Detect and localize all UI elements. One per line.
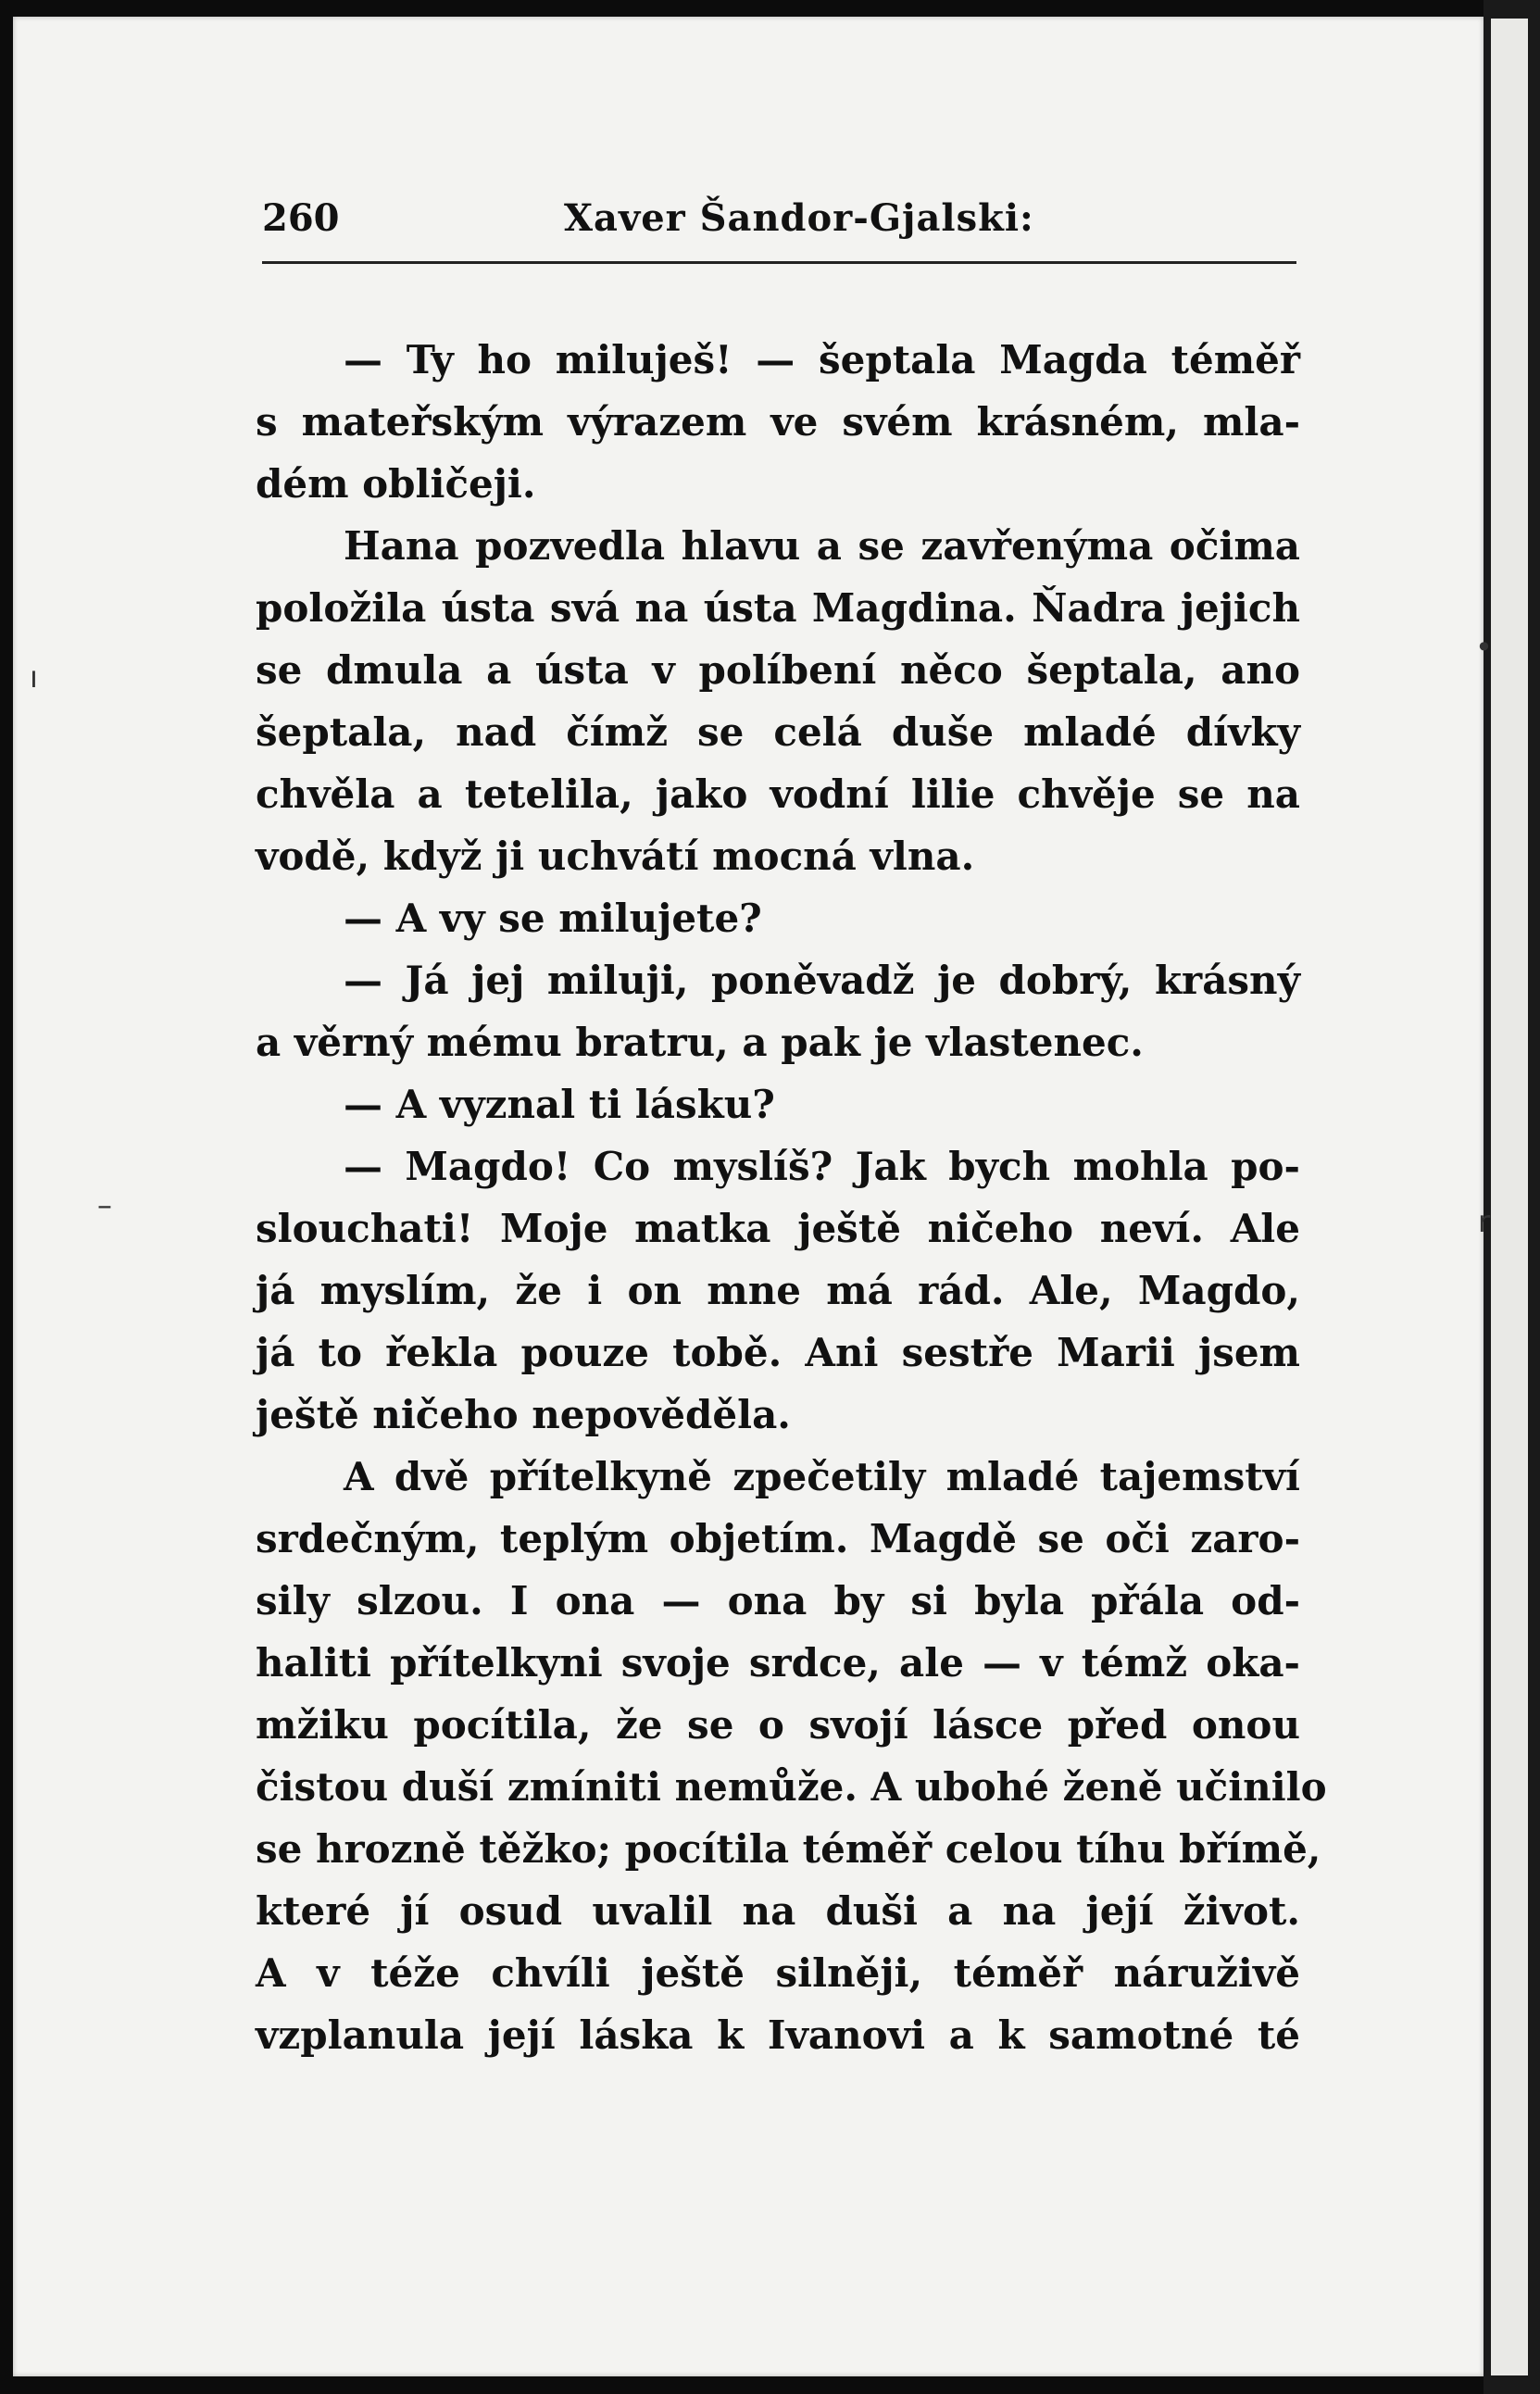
page-number: 260 [262,196,340,240]
text-line: haliti přítelkyni svoje srdce, ale — v témž oka- [256,1640,1300,1686]
text-line: a věrný mému bratru, a pak je vlastenec. [256,1020,1144,1065]
text-line: — A vy se milujete? [344,896,762,941]
adjacent-page-edge [1484,0,1540,2394]
text-line: s mateřským výrazem ve svém krásném, mla- [256,399,1300,445]
text-line: se hrozně těžko; pocítila téměř celou tíhu břímě, [256,1826,1321,1872]
text-line: Hana pozvedla hlavu a se zavřenýma očima [344,523,1300,569]
header-rule [262,261,1296,264]
text-line: mžiku pocítila, že se o svojí lásce před onou [256,1702,1300,1748]
text-line: — Ty ho miluješ! — šeptala Magda téměř [344,337,1300,382]
text-line: já myslím, že i on mne má rád. Ale, Magdo, [256,1268,1300,1313]
text-line: srdečným, teplým objetím. Magdě se oči zaro- [256,1516,1300,1561]
text-line: ještě ničeho nepověděla. [256,1392,791,1437]
page-header [262,196,1299,252]
text-line: chvěla a tetelila, jako vodní lilie chvěje se na [256,771,1300,817]
text-line: položila ústa svá na ústa Magdina. Ňadra jejich [256,585,1300,631]
text-line: A dvě přítelkyně zpečetily mladé tajemství [344,1454,1300,1499]
text-line: vzplanula její láska k Ivanovi a k samotné té [256,2012,1300,2058]
text-line: já to řekla pouze tobě. Ani sestře Marii jsem [256,1330,1300,1375]
scan-mark: • [1475,630,1493,665]
text-line: vodě, když ji uchvátí mocná vlna. [256,834,975,879]
body-text [256,329,1327,2066]
text-line: čistou duší zmíniti nemůže. A ubohé ženě učinilo [256,1764,1327,1810]
scan-mark: ı [30,659,38,695]
text-line: — Já jej miluji, poněvadž je dobrý, krásný [344,958,1300,1003]
text-line: které jí osud uvalil na duši a na její život. [256,1888,1300,1934]
text-line: se dmula a ústa v políbení něco šeptala, ano [256,647,1300,693]
text-line: — Magdo! Co myslíš? Jak bych mohla po- [344,1144,1300,1189]
running-head: Xaver Šandor-Gjalski: [564,196,1034,240]
scan-mark: r [1478,1204,1491,1239]
scan-mark: – [97,1187,112,1222]
text-line: A v téže chvíli ještě silněji, téměř náruživě [256,1950,1300,1996]
text-line: dém obličeji. [256,461,536,507]
text-line: sily slzou. I ona — ona by si byla přála od- [256,1578,1300,1623]
text-line: šeptala, nad čímž se celá duše mladé dívky [256,709,1300,755]
text-line: slouchati! Moje matka ještě ničeho neví. Ale [256,1206,1300,1251]
adjacent-page-paper [1491,19,1528,2375]
text-line: — A vyznal ti lásku? [344,1082,775,1127]
